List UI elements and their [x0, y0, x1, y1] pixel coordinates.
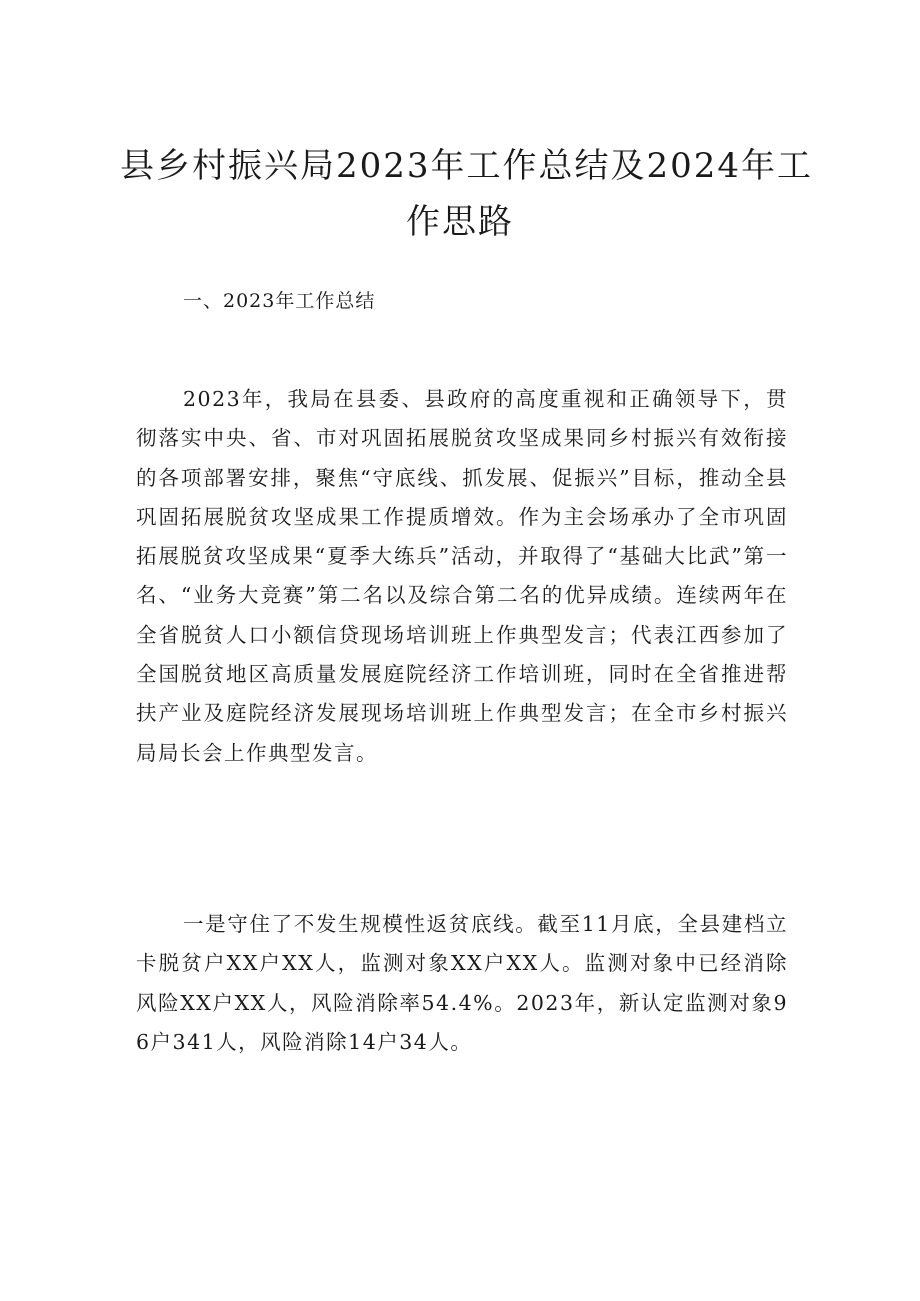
title-line-1: 县乡村振兴局2023年工作总结及2024年工	[120, 146, 814, 186]
paragraph-summary: 2023年，我局在县委、县政府的高度重视和正确领导下，贯彻落实中央、省、市对巩固拓展脱贫攻坚成果同乡村振兴有效衔接的各项部署安排，聚焦“守底线、抓发展、促振兴”目标，推动全县巩固拓展脱贫攻坚成果工作提质增效。作为主会场承办了全市巩固拓展脱贫攻坚成果“夏季大练兵”活动，并取得了“基础大比武”第一名、“业务大竞赛”第二名以及综合第二名的优异成绩。连续两年在全省脱贫人口小额信贷现场培训班上作典型发言；代表江西参加了全国脱贫地区高质量发展庭院经济工作培训班，同时在全省推进帮扶产业及庭院经济发展现场培训班上作典型发言；在全市乡村振兴局局长会上作典型发言。	[136, 387, 788, 765]
paragraph-poverty-baseline: 一是守住了不发生规模性返贫底线。截至11月底，全县建档立卡脱贫户XX户XX人，监测对象XX户XX人。监测对象中已经消除风险XX户XX人，风险消除率54.4%。2023年，新认定监测对象96户341人，风险消除14户34人。	[136, 912, 788, 1054]
section-heading: 一、2023年工作总结	[183, 290, 376, 312]
document-title	[120, 138, 814, 250]
title-line-2: 作思路	[406, 202, 514, 242]
